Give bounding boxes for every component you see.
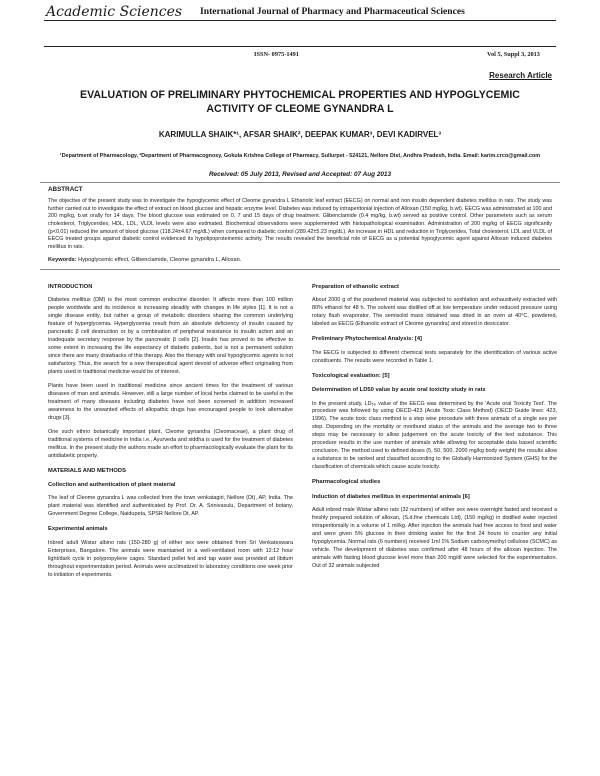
abstract-heading: ABSTRACT [48,186,83,193]
keywords-text: Hypoglycemic effect, Glibenclamide, Cleome gynandra L, Alloxan. [78,257,242,263]
right-column [312,283,557,577]
left-column [48,283,293,586]
publisher-logo: Academic Sciences [46,4,183,20]
section-heading: Experimental animals [48,526,108,533]
authors: KARIMULLA SHAIK*¹, AFSAR SHAIK², DEEPAK KUMAR³, DEVI KADIRVEL³ [158,130,442,139]
section-heading: Collection and authentication of plant material [48,482,176,489]
affiliation: ¹Department of Pharmacology, ²Department of Pharmacognosy, Gokula Krishna College of Pharmacy, Sullurpet - 524121, Nellore Dist, Andhra Pradesh, India. Email: karim.crco@gmail.com [59,153,541,159]
section-heading: Preparation of ethanolic extract [312,284,399,290]
keywords [48,257,552,263]
volume-info: Vol 5, Suppl 3, 2013 [487,51,540,58]
section-heading: MATERIALS AND METHODS [48,467,126,474]
paragraph: Plants have been used in traditional medicine since ancient times for the treatment of various diseases of man and animals. However, still a large number of local herbs claimed to be useful in the treatment of many diseases including diabetes have not been screened in addition increased awareness to the unwanted effects of allopathic drugs has encouraged people to look alternative drugs [3]. [48,382,293,421]
article-type: Research Article [489,71,552,80]
paper-title: EVALUATION OF PRELIMINARY PHYTOCHEMICAL PROPERTIES AND HYPOGLYCEMIC ACTIVITY OF CLEOME GYNANDRA L [80,89,520,115]
section-heading: Determination of LD50 value by acute oral toxicity study in rats [312,387,486,394]
paragraph: Adult inbred male Wistar albino rats (32 numbers) of either sex were overnight fasted and received a freshly prepared solution of alloxan, (S.d.fine chemicals Ltd), (150 mg/kg) in distilled water injected intraperitonially in a volume of 1 ml/kg. After injection the animals had free access to food and water and were given 5% glucose in their drinking water for the first 24 hours to counter any initial hypoglycemia. Normal rats (6 numbers) received 1ml 1% Sodium carboxymethyl cellulose (SCMC) as vehicle. The development of diabetes was confirmed after 48 hours of the alloxan injection. The animals with fasting blood glucose level more than 200 mg/dl were selected for the experimentation. Out of 32 animals subjected [312,507,557,569]
paragraph: About 2000 g of the powdered material was subjected to soxhlation and exhaustively extracted with 80% ethanol for 48 h. The solvent was distilled off at low temperature under reduced pressure using rotary flash evaporator. The semisolid mass obtained was dried in an oven at 40°C, powdered, labeled as EECG (Ethanolic extract of Cleome gynandra) and stored in desiccator. [312,297,557,328]
paragraph: The EECG is subjected to different chemical tests separately for the identification of various active constituents. The results were recorded in Table 1. [312,349,557,364]
keywords-label: Keywords: [48,257,77,263]
section-heading: Preliminary Phytochemical Analysis: [4] [312,336,422,343]
paragraph: Inbred adult Wistar albino rats (150-280 g) of either sex were obtained from Sri Venkateswara Enterprises, Bangalore. The animals were maintained in a well-ventilated room with 12:12 hour light/dark cycle in polypropylene cages. Standard pellet fed and tap water was provided ad libitum throughout experimentation period. Animals were acclimatized to laboratory conditions one week prior to initiation of experiments. [48,539,293,578]
paragraph: Diabetes mellitus (DM) is the most common endocrine disorder. It affects more than 100 million people worldwide and its incidence is increasing steadily with changes in life styles [1]. It is not a single disease entity, but rather a group of metabolic disorders sharing the common underlying feature of hyperglycemia. Hyperglycemia result from an absolute deficiency of insulin caused by pancreatic β cell destruction or by a combination of peripheral resistance to insulin action and an inadequate secretary response by the pancreatic β cells [2]. Insulin has proved to be effective to some extent in increasing the life expectancy of diabetic patients, but is not a permanent solution since there are many drawbacks of this therapy. Also the therapy with oral hypoglycemic agents is not satisfactory. Thus, the search for a new therapeutical agent devoid of adverse effect originating from plants used in traditional medicine would be of interest. [48,297,293,376]
paragraph: The leaf of Cleome gynandra L was collected from the town venkatagiri, Nellore (Dt), AP, India. The plant material was identified and authenticated by Prof. Dr. A. Srinivasulu, Department of botany, Government Degree College, Naidupeta, SPSR Nellore Dt, AP. [48,495,293,518]
section-heading: Pharmacological studies [312,479,381,486]
paragraph: In the present study, LD₅₀ value of the EECG was determined by the 'Acute oral Toxicity Test'. The procedure was followed by using OECD-423 (Acute Toxic Class Method) (OECD Guide lines: 423, 1996). The acute toxic class method is a step wise procedure with three animals of a single sex per step. Depending on the mortality or moribund status of the animals and the average two to three steps may be necessary to allow judgement on the acute toxicity of the test substance. This procedure results in the use number of animals while allowing for acceptable data based scientific conclusion. The method used to defined doses (5, 50, 500, 2000 mg/kg body weight) the results allow a substance to be ranked and classified according to the Globally Harmonized System (GHS) for the classification of chemicals which cause acute toxicity. [312,400,557,471]
section-heading: Toxicological evaluation: [5] [312,372,390,379]
abstract-text: The objective of the present study was to investigate the hypoglycemic effect of Cleome gynandra L Ethanolic leaf extract (EECG) on normal and non insulin dependent diabetes mellitus in rats. The study was further carried out to investigate the effect of extract on blood glucose and hepatic enzyme level. Diabetes was induced by intraperitonial injection of Alloxan (150 mg/kg, b.wt). EECG was administrated at 100 and 200 mg/kg, b.wt orally for 14 days. The blood glucose was estimated on 0, 7 and 15 days of drug treatment. Glibenclamide (0.4 mg/kg, b.wt) served as positive control. Other parameters such as serum cholesterol, Triglycerides, HDL, LDL, VLDL levels were also estimated. Biochemical observations were supplemented with histopathological examination. Administration of 200 mg/kg of EECG significantly (p<0.01) reduced the amount of blood glucose (118.24±4.67 mg/dL) when compared to diabetic control (289.42±5.23 mg/dL). An increase in HDL and reduction in Triglycerides, Total cholesterol, LDL and VLDL of EECG treated groups against diabetic control evidenced its hypolipoproteinemic activity. The results revealed the beneficial role of EECG as a potential hypoglycemic agent against Alloxan induced diabetes mellitus in rats. [48,198,552,251]
paragraph: One such ethno botanically important plant, Cleome gynandra (Cleomaceae), a plant drug of traditional systems of medicine in India i.e., Ayurveda and siddha is used for the treatment of diabetes mellitus. In the present study the authors made an effort to pharmacologically evaluate the plant for its antidiabetic property. [48,428,293,459]
section-heading: Induction of diabetes mellitus in experimental animals [6] [312,493,470,500]
issn: ISSN- 0975-1491 [254,51,299,58]
header-rule-top [44,20,556,21]
journal-name: International Journal of Pharmacy and Pharmaceutical Sciences [200,6,465,17]
header-rule-bottom [44,46,556,47]
received-dates: Received: 05 July 2013, Revised and Accepted: 07 Aug 2013 [208,171,392,178]
section-heading: INTRODUCTION [48,284,93,290]
